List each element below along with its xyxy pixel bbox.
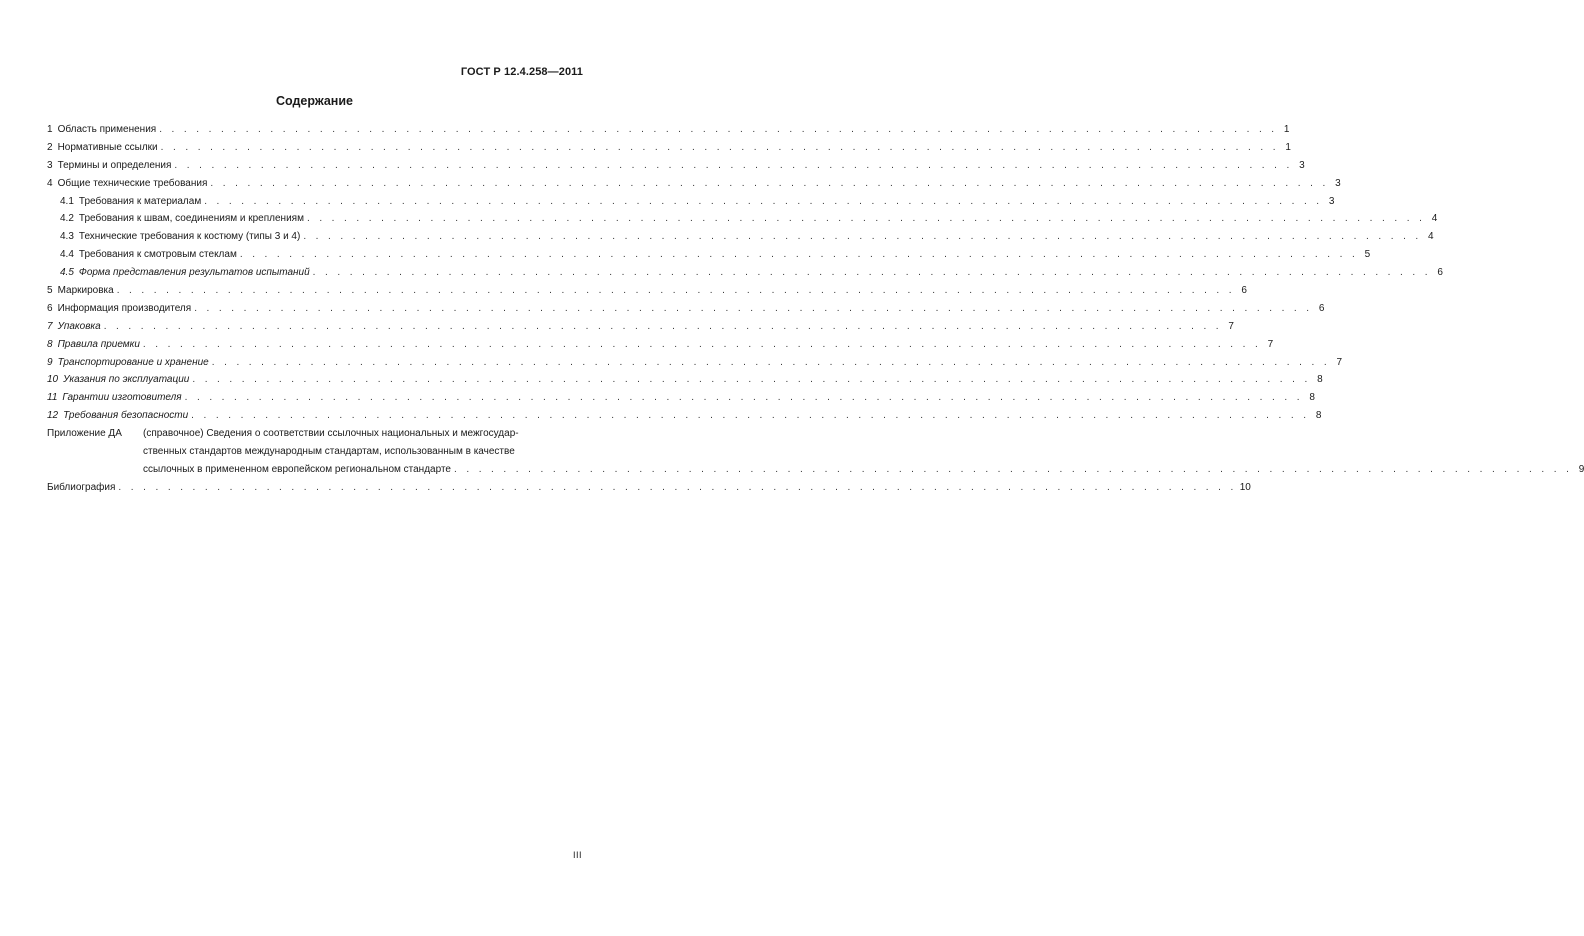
toc-entry-label: Термины и определения xyxy=(57,159,172,171)
dot-leader xyxy=(117,282,1235,300)
toc-entry[interactable] xyxy=(47,210,1438,228)
toc-entry[interactable] xyxy=(47,318,1234,336)
toc-entry-page: 7 xyxy=(1267,338,1274,350)
bibliography-label: Библиография xyxy=(47,481,116,493)
toc-entry-page: 4 xyxy=(1431,213,1438,225)
toc-entry-page: 7 xyxy=(1336,356,1343,368)
toc-entry-label: Технические требования к костюму (типы 3 и 4) xyxy=(78,231,301,243)
toc-entry-number: 4 xyxy=(47,177,53,189)
toc-entry-label: Маркировка xyxy=(57,285,114,297)
toc-entry-page: 5 xyxy=(1364,249,1371,261)
toc-entry[interactable] xyxy=(47,300,1325,318)
dot-leader xyxy=(454,461,1572,479)
toc-entry-number: 4.1 xyxy=(60,195,74,207)
toc-entry-page: 3 xyxy=(1299,159,1305,171)
dot-leader xyxy=(303,228,1421,246)
toc-entry-page: 6 xyxy=(1241,285,1247,297)
toc-entry-page: 8 xyxy=(1317,374,1323,386)
toc-entry-number: 4.2 xyxy=(60,213,74,225)
toc-entry-label: Упаковка xyxy=(57,320,101,332)
dot-leader xyxy=(212,354,1330,372)
appendix-body xyxy=(143,425,1584,479)
toc-entry[interactable] xyxy=(47,157,1305,175)
toc-entry-label: Требования к смотровым стеклам xyxy=(78,249,237,261)
dot-leader xyxy=(210,175,1328,193)
toc-entry-number: 4.5 xyxy=(60,267,74,279)
toc-entry-label: Требования безопасности xyxy=(63,410,189,422)
toc-entry-number: 7 xyxy=(47,320,53,332)
appendix-line-3-row xyxy=(143,461,1584,479)
toc-entry[interactable] xyxy=(47,264,1443,282)
dot-leader xyxy=(191,407,1309,425)
dot-leader xyxy=(192,371,1310,389)
appendix-label: Приложение ДА xyxy=(47,428,122,440)
toc-entry-label: Форма представления результатов испытаний xyxy=(78,267,310,279)
toc-entry-page: 6 xyxy=(1437,267,1443,279)
appendix-line-1: (справочное) Сведения о соответствии ссылочных национальных и межгосудар- xyxy=(143,428,519,440)
toc-entry[interactable] xyxy=(47,371,1323,389)
toc-entry-number: 12 xyxy=(47,410,59,422)
toc-entry-page: 7 xyxy=(1228,320,1234,332)
toc-entry-label: Информация производителя xyxy=(57,302,192,314)
bibliography-page: 10 xyxy=(1239,481,1251,493)
dot-leader xyxy=(240,246,1358,264)
toc-entry-page: 6 xyxy=(1318,302,1325,314)
toc-entry-label: Нормативные ссылки xyxy=(57,141,158,153)
toc-entry-number: 6 xyxy=(47,302,53,314)
document-code: ГОСТ Р 12.4.258—2011 xyxy=(460,66,583,78)
toc-entry-appendix[interactable] xyxy=(47,425,1584,479)
table-of-contents xyxy=(47,121,1584,497)
toc-entry[interactable] xyxy=(47,175,1341,193)
toc-entry-number: 11 xyxy=(47,392,58,404)
toc-entry-label: Общие технические требования xyxy=(57,177,208,189)
toc-entry-label: Область применения xyxy=(57,124,157,135)
toc-entry[interactable] xyxy=(47,389,1315,407)
toc-entry[interactable] xyxy=(47,246,1371,264)
toc-entry[interactable] xyxy=(47,193,1335,211)
dot-leader xyxy=(204,193,1322,211)
toc-entry-number: 2 xyxy=(47,141,53,153)
toc-entry-page: 3 xyxy=(1335,177,1341,189)
dot-leader xyxy=(161,139,1279,157)
toc-entry-page: 3 xyxy=(1328,195,1335,207)
dot-leader xyxy=(159,121,1277,139)
dot-leader xyxy=(313,264,1431,282)
dot-leader xyxy=(104,318,1222,336)
toc-title: Содержание xyxy=(275,94,353,108)
toc-entry-number: 10 xyxy=(47,374,59,386)
toc-entries xyxy=(47,121,1443,425)
dot-leader xyxy=(194,300,1312,318)
dot-leader xyxy=(185,389,1303,407)
toc-entry[interactable] xyxy=(47,228,1434,246)
toc-entry-page: 8 xyxy=(1309,392,1315,404)
toc-entry-page: 8 xyxy=(1315,410,1322,422)
toc-entry-label: Требования к швам, соединениям и креплениям xyxy=(78,213,304,225)
toc-entry-number: 5 xyxy=(47,285,53,297)
toc-entry-label: Транспортирование и хранение xyxy=(57,356,209,368)
toc-entry-number: 9 xyxy=(47,356,53,368)
toc-entry-label: Указания по эксплуатации xyxy=(63,374,190,386)
toc-entry[interactable] xyxy=(47,139,1291,157)
toc-entry-number: 4.4 xyxy=(60,249,74,261)
toc-entry[interactable] xyxy=(47,407,1322,425)
toc-entry[interactable] xyxy=(47,282,1247,300)
toc-entry-label: Гарантии изготовителя xyxy=(62,392,182,404)
toc-entry[interactable] xyxy=(47,354,1343,372)
appendix-page: 9 xyxy=(1578,463,1584,475)
dot-leader xyxy=(174,157,1292,175)
toc-entry-bibliography[interactable] xyxy=(47,479,1251,497)
toc-entry[interactable] xyxy=(47,336,1274,354)
dot-leader xyxy=(143,336,1261,354)
appendix-line-2: ственных стандартов международным стандартам, использованным в качестве xyxy=(143,446,515,458)
toc-entry-page: 1 xyxy=(1285,141,1291,153)
dot-leader xyxy=(307,210,1425,228)
toc-entry-page: 4 xyxy=(1428,231,1434,243)
toc-entry-label: Требования к материалам xyxy=(78,195,202,207)
toc-entry-label: Правила приемки xyxy=(57,338,140,350)
toc-entry-number: 3 xyxy=(47,159,53,171)
toc-entry[interactable] xyxy=(47,121,1290,139)
toc-entry-number: 1 xyxy=(47,124,53,135)
appendix-line-3: ссылочных в примененном европейском региональном стандарте xyxy=(143,463,451,475)
page-number: III xyxy=(573,850,583,860)
toc-entry-page: 1 xyxy=(1283,124,1290,135)
toc-entry-number: 4.3 xyxy=(60,231,74,243)
dot-leader xyxy=(118,479,1236,497)
toc-entry-number: 8 xyxy=(47,338,53,350)
